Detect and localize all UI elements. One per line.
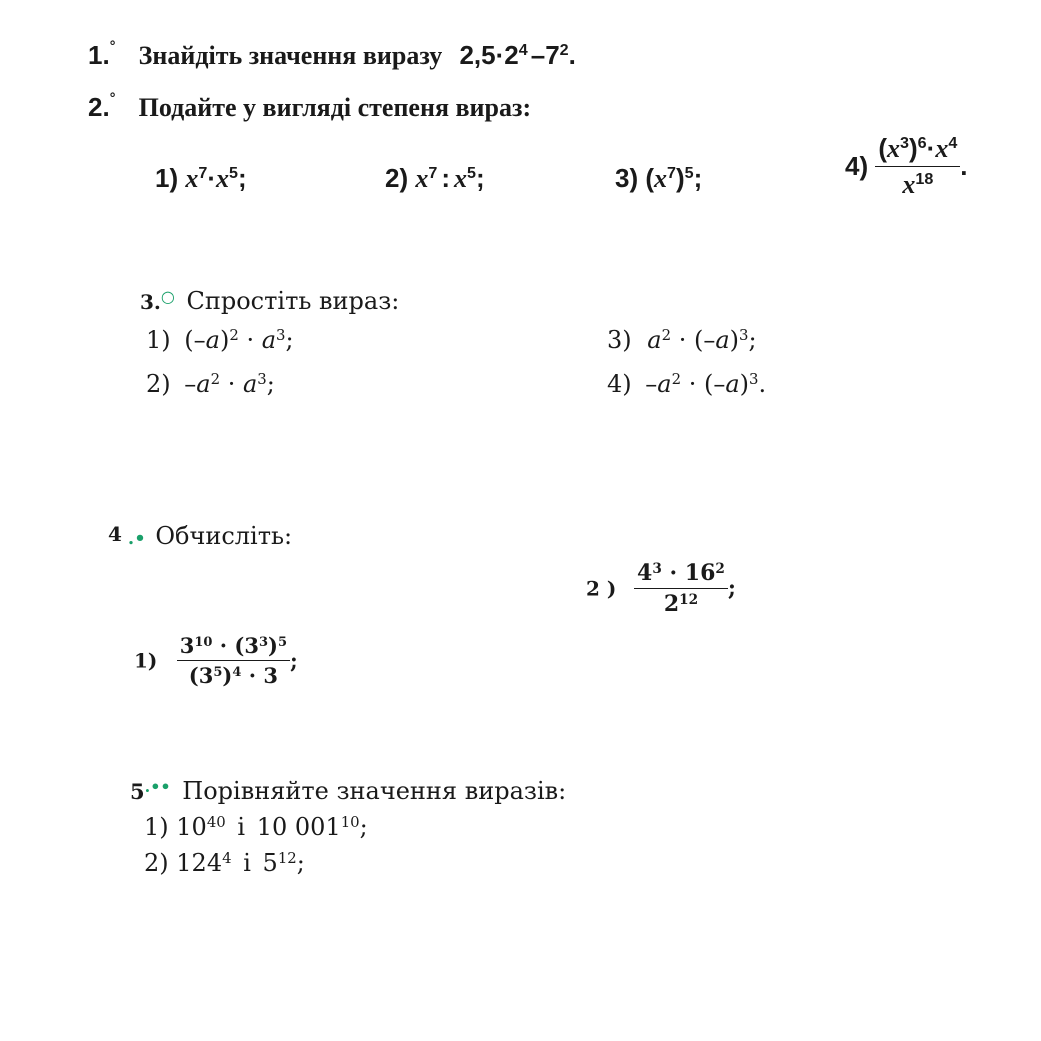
task1 (88, 40, 576, 71)
task1-marker: ° (109, 38, 116, 55)
task5-marker: .•• (144, 777, 171, 796)
task2-item-4: 4) $\frac{(x^3)^6\cdot x^4}{x^{18}}$ . (845, 133, 968, 199)
task1-number: 1. (88, 40, 110, 70)
task3-item-4: 4) $-a^2 \cdot (-a)^3$. (607, 369, 767, 398)
task4-item-1: 1) $\frac{3^{10} \cdot (3^3)^5}{(3^5)^4 \cdot 3}$ ; (134, 633, 298, 688)
task2-text: Подайте у вигляді степеня вираз: (138, 93, 532, 122)
task2-marker: ° (109, 90, 116, 107)
task4-fraction-1: $\frac{3^{10} \cdot (3^3)^5}{(3^5)^4 \cdot 3}$ (177, 633, 290, 688)
task2-item-3: 3) $(x^7)^5$; (615, 163, 703, 193)
task2-header (88, 92, 531, 123)
task5-item-1: 1) $10^{40}$ і 10 $001^{10}$; (144, 812, 368, 841)
task3-item-1: 1) $(-a)^2 \cdot a^3$; (146, 325, 294, 354)
task4-text: Обчисліть: (155, 522, 293, 550)
task2-number: 2. (88, 92, 110, 122)
task1-expression: $2,5\cdot 2^4$ $-7^2$. (459, 40, 576, 70)
task2-fraction: $\frac{(x^3)^6\cdot x^4}{x^{18}}$ (875, 133, 960, 200)
task4-fraction-2: $\frac{4^3 \cdot 16^2}{2^{12}}$ (634, 560, 728, 617)
task3-header (140, 287, 399, 315)
task1-text: Знайдіть значення виразу (138, 41, 443, 70)
task4-item-2: 2 ) $\frac{4^3 \cdot 16^2}{2^{12}}$ ; (586, 560, 737, 617)
task4-marker: .• (127, 528, 146, 549)
task5-item-2: 2) $124^4$ і $5^{12}$; (144, 848, 305, 877)
task3-number: 3. (140, 290, 161, 314)
task3-marker: ○ (160, 287, 175, 306)
task3-item-2: 2) $-a^2 \cdot a^3$; (146, 369, 275, 398)
task5-number: 5 (130, 779, 145, 804)
task5-header (130, 777, 566, 805)
task3-text: Спростіть вираз: (186, 287, 400, 315)
task4-number: 4 (108, 522, 122, 546)
task2-item-2: 2) $x^7$ : $x^5$; (385, 163, 485, 193)
task5-text: Порівняйте значення виразів: (182, 777, 567, 805)
task4-header (108, 522, 292, 550)
task3-item-3: 3) $a^2 \cdot (-a)^3$; (607, 325, 757, 354)
task2-item-1: 1) $x^7\cdot x^5$; (155, 163, 247, 193)
